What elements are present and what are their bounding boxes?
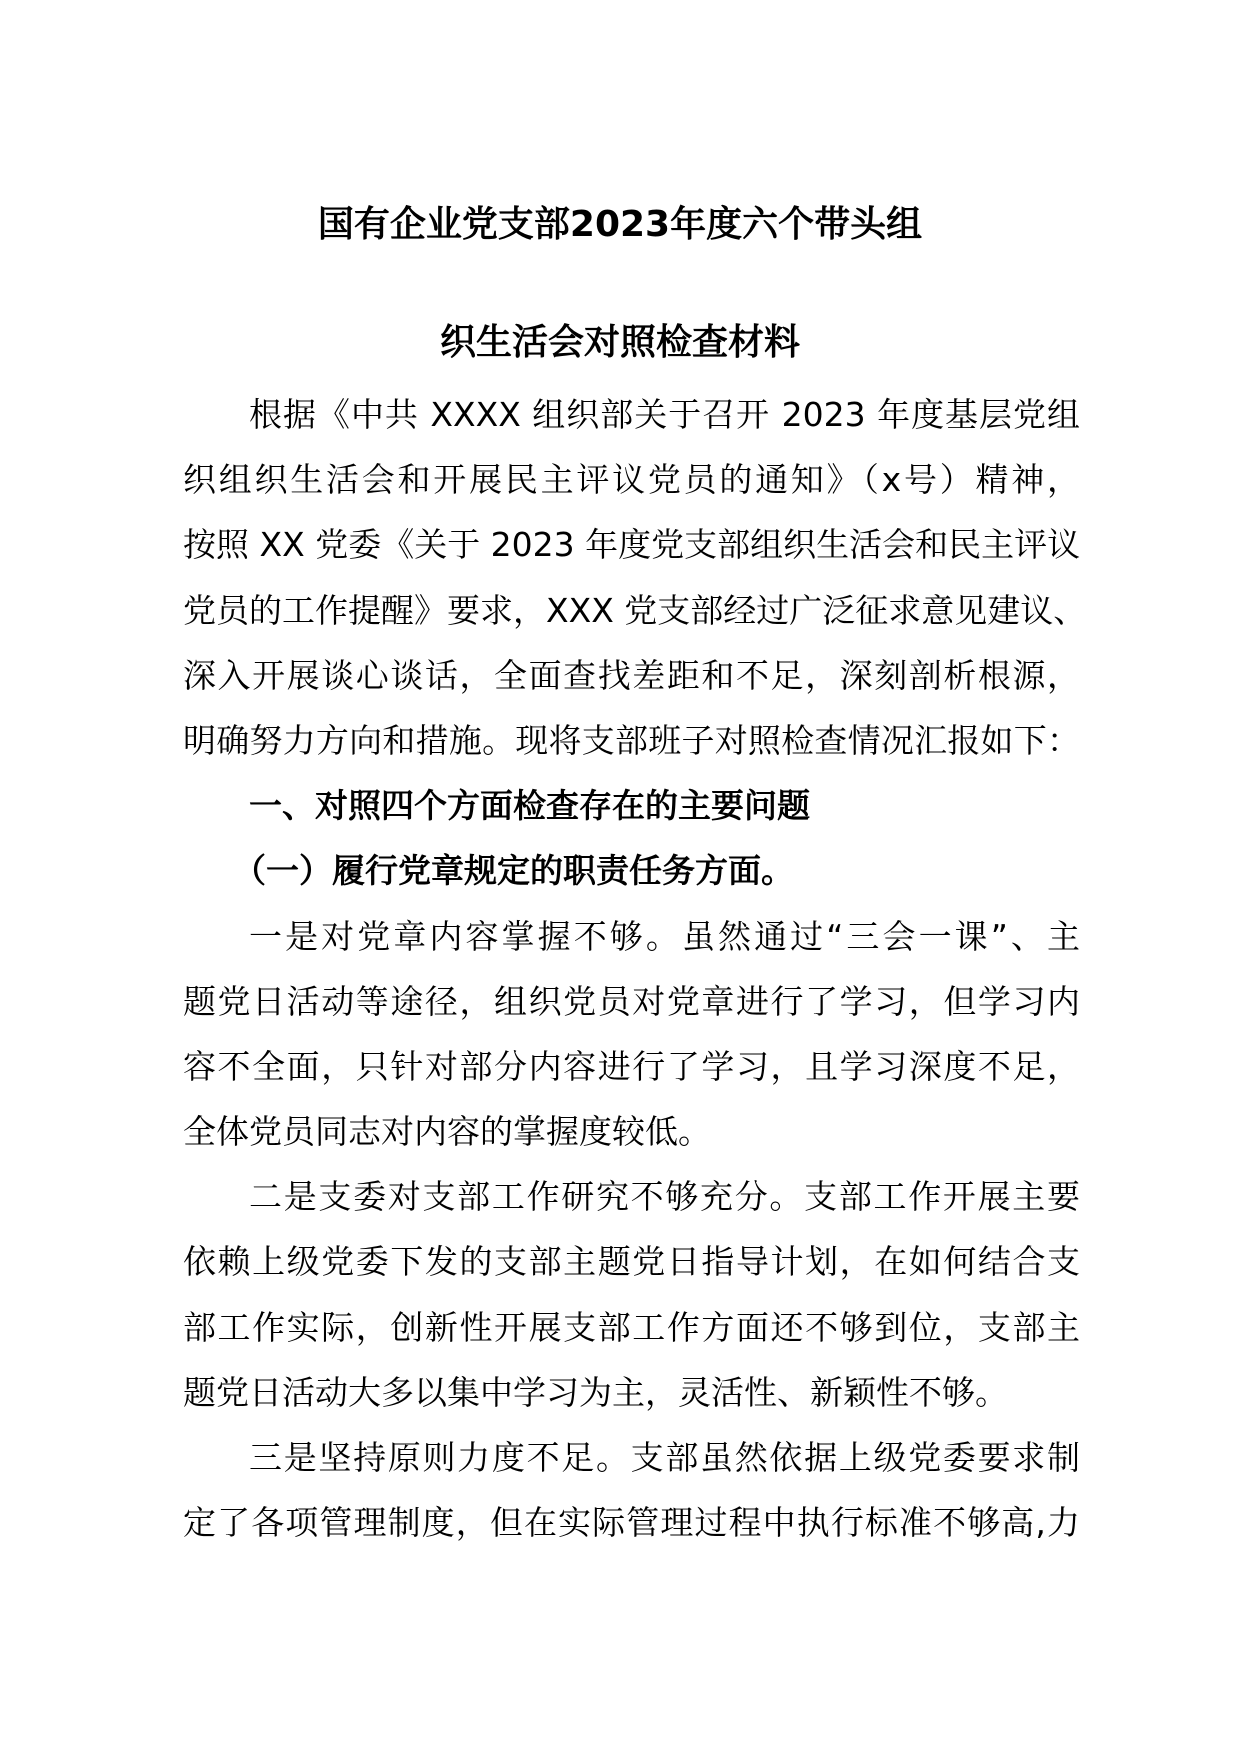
body-line: 党员的工作提醒》要求，XXX 党支部经过广泛征求意见建议、 bbox=[183, 590, 1087, 630]
body-line: 二是支委对支部工作研究不够充分。支部工作开展主要 bbox=[249, 1177, 1080, 1217]
body-line: 题党日活动大多以集中学习为主，灵活性、新颖性不够。 bbox=[183, 1372, 1008, 1412]
body-line: 明确努力方向和措施。现将支部班子对照检查情况汇报如下： bbox=[183, 720, 1080, 760]
body-line: 部工作实际，创新性开展支部工作方面还不够到位，支部主 bbox=[183, 1307, 1080, 1347]
body-line: 三是坚持原则力度不足。支部虽然依据上级党委要求制 bbox=[249, 1438, 1080, 1477]
body-line: 容不全面，只针对部分内容进行了学习，且学习深度不足， bbox=[183, 1046, 1080, 1086]
document-body bbox=[183, 382, 1087, 1555]
body-line: 全体党员同志对内容的掌握度较低。 bbox=[183, 1112, 711, 1152]
body-line: 题党日活动等途径，组织党员对党章进行了学习，但学习内 bbox=[183, 981, 1080, 1021]
section-heading: 一、对照四个方面检查存在的主要问题 bbox=[249, 786, 810, 826]
body-line: 一是对党章内容掌握不够。虽然通过“三会一课”、主 bbox=[249, 916, 1080, 956]
subsection-heading: （一）履行党章规定的职责任务方面。 bbox=[233, 851, 794, 891]
document-title-line-1: 国有企业党支部2023年度六个带头组 bbox=[317, 204, 923, 245]
document-title-line-2: 织生活会对照检查材料 bbox=[439, 322, 800, 363]
body-line: 定了各项管理制度，但在实际管理过程中执行标准不够高,力 bbox=[183, 1503, 1080, 1543]
body-line: 按照 XX 党委《关于 2023 年度党支部组织生活会和民主评议 bbox=[183, 525, 1081, 565]
body-line: 根据《中共 XXXX 组织部关于召开 2023 年度基层党组 bbox=[249, 395, 1080, 434]
body-line: 深入开展谈心谈话，全面查找差距和不足，深刻剖析根源， bbox=[183, 655, 1080, 695]
body-line: 依赖上级党委下发的支部主题党日指导计划，在如何结合支 bbox=[183, 1242, 1080, 1282]
body-line: 织组织生活会和开展民主评议党员的通知》（x号）精神， bbox=[183, 460, 1080, 500]
